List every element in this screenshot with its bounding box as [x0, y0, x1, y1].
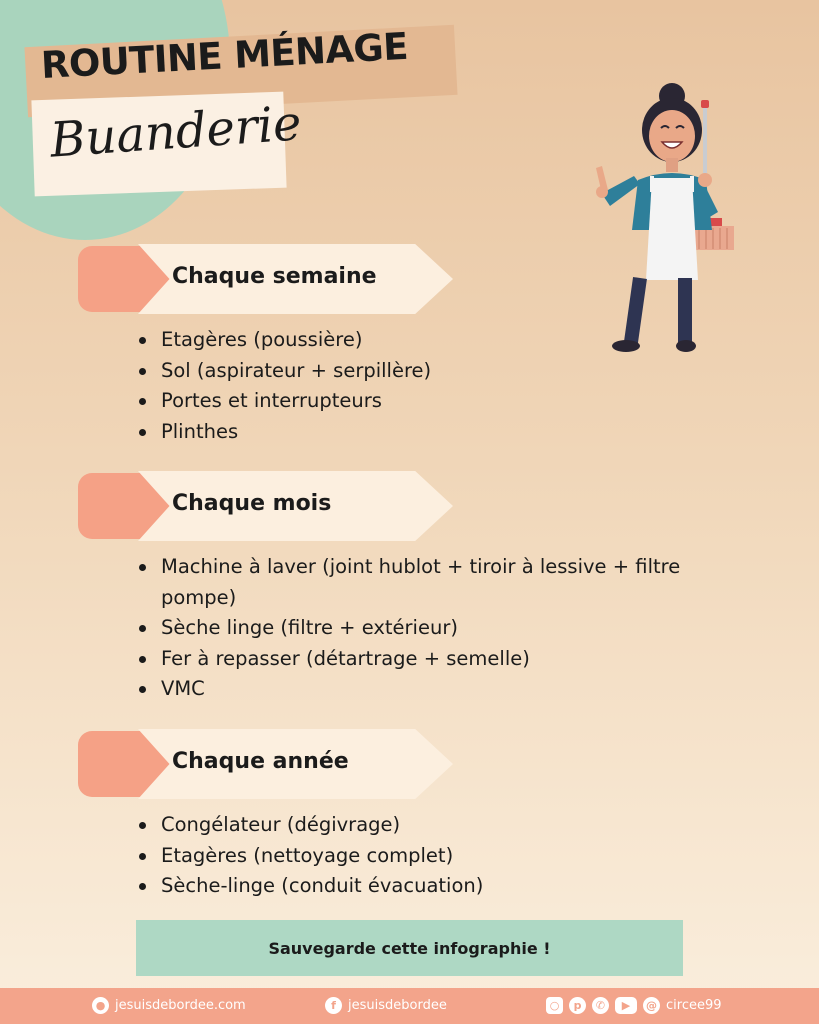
section-header-yearly [78, 729, 453, 799]
list-item: Machine à laver (joint hublot + tiroir à lessive + filtre pompe) [138, 552, 738, 613]
list-item: Sèche linge (filtre + extérieur) [138, 613, 738, 644]
social-handle[interactable]: circee99 [666, 998, 722, 1013]
yearly-task-list [138, 810, 738, 902]
list-item: Congélateur (dégivrage) [138, 810, 738, 841]
website-link[interactable]: jesuisdebordee.com [115, 998, 246, 1013]
list-item: Sol (aspirateur + serpillère) [138, 356, 738, 387]
section-title: Chaque année [172, 749, 349, 774]
cleaning-woman-illustration [588, 80, 748, 360]
list-item: Fer à repasser (détartrage + semelle) [138, 644, 738, 675]
footer-website[interactable] [92, 997, 246, 1014]
footer [0, 988, 819, 1024]
list-item: Plinthes [138, 417, 738, 448]
weekly-task-list [138, 325, 738, 447]
section-title: Chaque semaine [172, 264, 377, 289]
section-title: Chaque mois [172, 491, 332, 516]
footer-facebook[interactable] [325, 997, 447, 1014]
monthly-task-list [138, 552, 738, 705]
whatsapp-icon[interactable]: ✆ [592, 997, 609, 1014]
pinterest-icon[interactable]: p [569, 997, 586, 1014]
page-title: ROUTINE MÉNAGE [40, 24, 409, 87]
globe-icon: ● [92, 997, 109, 1014]
section-header-monthly [78, 471, 453, 541]
list-item: Etagères (poussière) [138, 325, 738, 356]
footer-socials [546, 997, 722, 1014]
list-item: Etagères (nettoyage complet) [138, 841, 738, 872]
threads-icon[interactable]: @ [643, 997, 660, 1014]
list-item: VMC [138, 674, 738, 705]
save-infographic-banner [136, 920, 683, 976]
cta-label: Sauvegarde cette infographie ! [268, 938, 551, 958]
list-item: Sèche-linge (conduit évacuation) [138, 871, 738, 902]
section-header-weekly [78, 244, 453, 314]
facebook-link[interactable]: jesuisdebordee [348, 998, 447, 1013]
list-item: Portes et interrupteurs [138, 386, 738, 417]
facebook-icon: f [325, 997, 342, 1014]
youtube-icon[interactable]: ▶ [615, 997, 637, 1014]
instagram-icon[interactable]: ○ [546, 997, 563, 1014]
page-subtitle: Buanderie [48, 95, 304, 169]
